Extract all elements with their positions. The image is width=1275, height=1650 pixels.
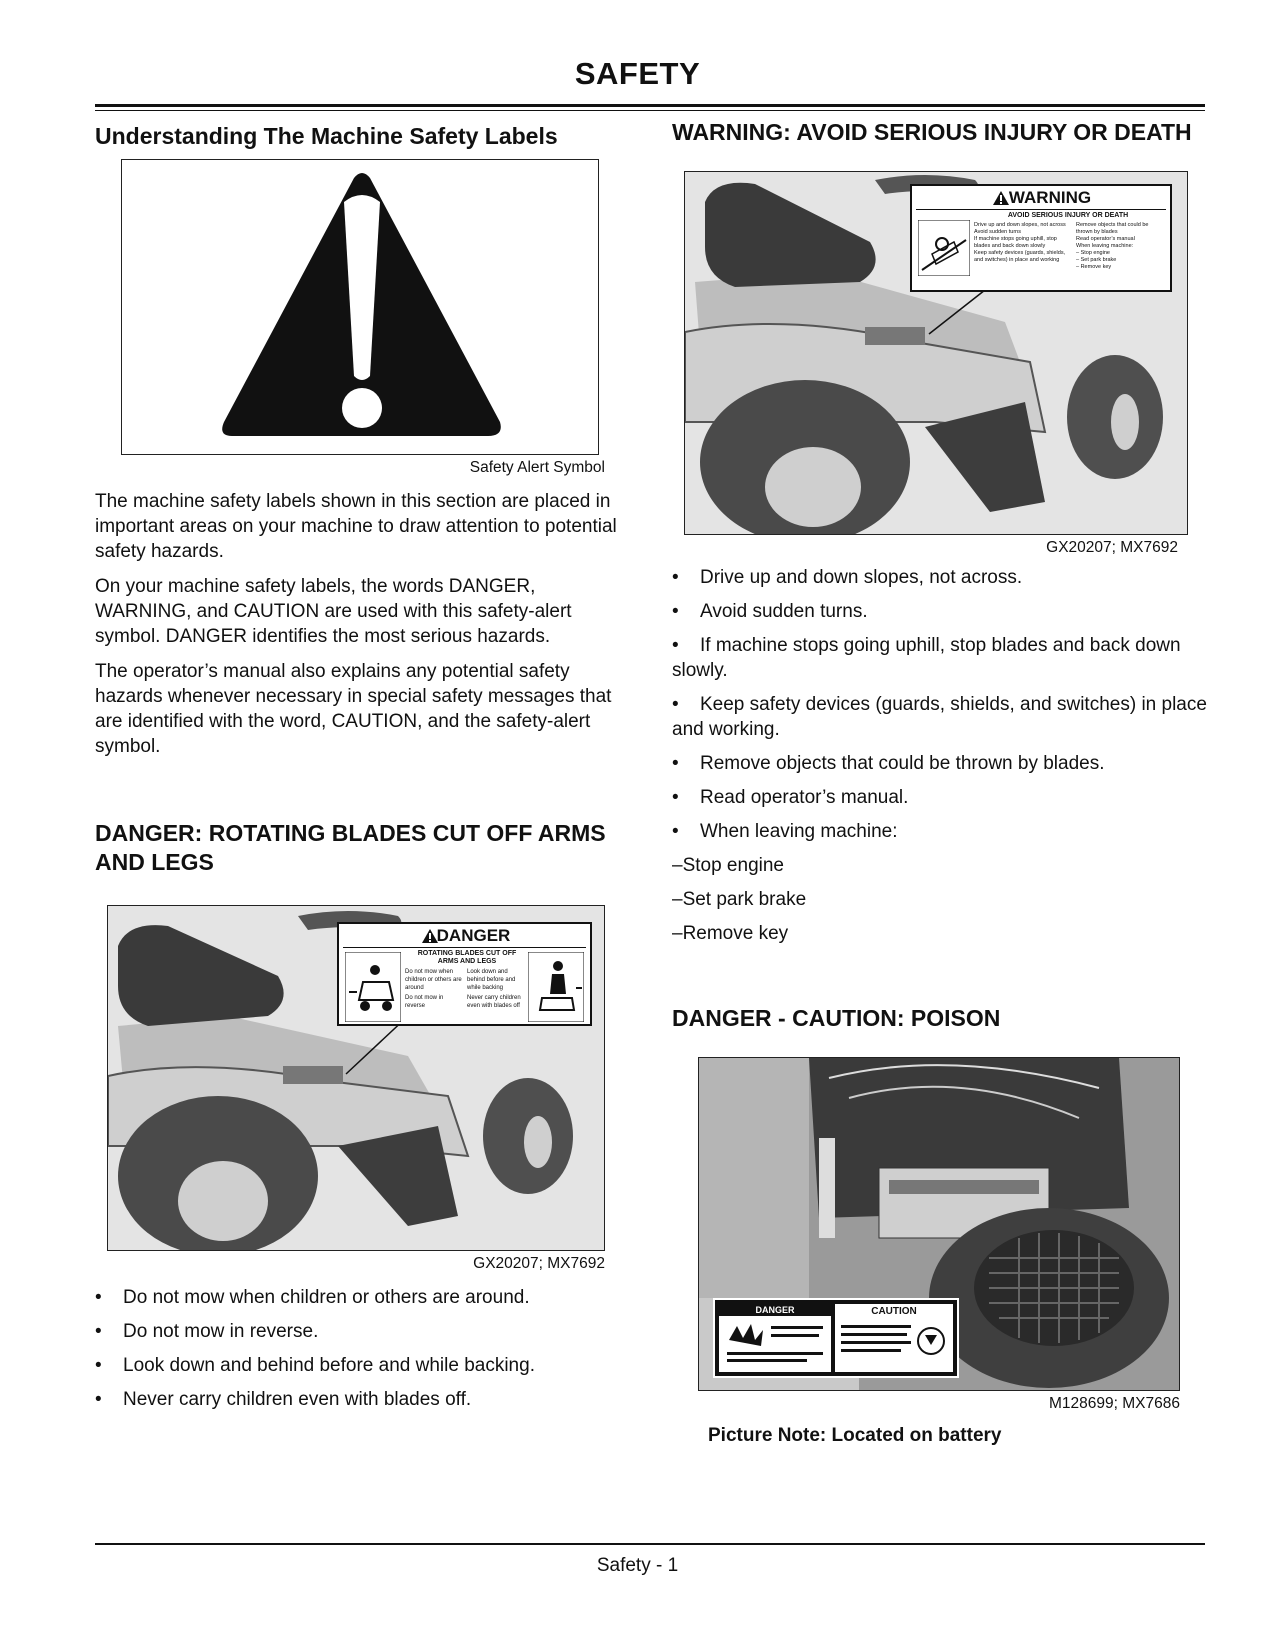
warning-label-item: Read operator’s manual (1076, 236, 1135, 242)
list-item: • Look down and behind before and while backing. (95, 1353, 635, 1378)
figure-caption: GX20207; MX7692 (1046, 539, 1178, 556)
safety-alert-triangle-icon (122, 160, 598, 454)
section-heading-rotating-blades: DANGER: ROTATING BLADES CUT OFF ARMS AND LEGS (95, 820, 606, 875)
picture-note: Picture Note: Located on battery (708, 1425, 1002, 1446)
dash-item: –Stop engine (672, 855, 784, 876)
backing-pictogram-icon (528, 952, 584, 1022)
slope-pictogram-icon (918, 220, 970, 276)
danger-label-item: Do not mow in reverse (405, 995, 444, 1009)
warning-label-item: Remove objects that could be thrown by blades (1076, 222, 1149, 235)
list-item: If machine stops going uphill, stop blades and back down slowly. (672, 635, 1181, 681)
warning-label-item: Avoid sudden turns (974, 229, 1021, 235)
danger-label-title: DANGER (719, 1304, 831, 1316)
list-item: Keep safety devices (guards, shields, and switches) in place and working. (672, 694, 1207, 740)
danger-bullet-list (95, 1285, 635, 1412)
section-heading-poison: DANGER - CAUTION: POISON (672, 1005, 1001, 1031)
header-rule-thin (95, 110, 1205, 111)
alert-triangle-icon (992, 190, 1010, 206)
paragraph: On your machine safety labels, the words DANGER, WARNING, and CAUTION are used with this safety-alert symbol. DANGER identifies the most serious hazards. (95, 576, 572, 647)
figure-caption: GX20207; MX7692 (473, 1255, 605, 1272)
recycle-pictogram-icon (839, 1321, 949, 1367)
warning-label-item: When leaving machine: (1076, 243, 1134, 249)
list-item: • Do not mow when children or others are around. (95, 1285, 635, 1310)
warning-label-item: If machine stops going uphill, stop blades and back down slowly (974, 236, 1057, 249)
page-title: SAFETY (574, 56, 701, 91)
footer-rule (95, 1543, 1205, 1545)
page-number: Safety - 1 (596, 1555, 679, 1576)
explosion-pictogram-icon (723, 1320, 827, 1366)
list-item: Remove objects that could be thrown by blades. (700, 753, 1105, 774)
poison-label-decal (713, 1298, 959, 1378)
danger-label-subtitle: ROTATING BLADES CUT OFF ARMS AND LEGS (417, 950, 517, 965)
section-heading-safety-labels: Understanding The Machine Safety Labels (95, 123, 558, 149)
warning-label-item: – Remove key (1076, 264, 1112, 270)
warning-label-decal (910, 184, 1172, 292)
left-column (95, 120, 635, 1412)
warning-bullet-list: • Drive up and down slopes, not across. • Avoid sudden turns. • If machine stops going uphill, stop blades and back down slowly. • Keep safety devices (guards, shields, and switches) in place and working. • Remove objects that could be thrown by blades. • Read operator’s manual. • When leaving machine: (672, 567, 1207, 842)
list-item: • Do not mow in reverse. (95, 1319, 635, 1344)
safety-alert-figure (121, 159, 599, 455)
paragraph: The operator’s manual also explains any potential safety hazards whenever necessary in special safety messages that are identified with the word, CAUTION, and the safety-alert symbol. (95, 661, 612, 757)
mower-danger-figure (107, 905, 605, 1251)
danger-label-item: Do not mow when children or others are around (405, 969, 462, 991)
figure-caption: Safety Alert Symbol (469, 459, 605, 476)
caution-label-title: CAUTION (871, 1306, 917, 1317)
header-rule (95, 104, 1205, 107)
list-item: Avoid sudden turns. (700, 601, 868, 622)
danger-label-item: Look down and behind before and while backing (467, 969, 516, 991)
warning-label-title: WARNING (1008, 188, 1092, 207)
alert-triangle-icon (421, 928, 439, 944)
warning-label-item: – Stop engine (1076, 250, 1110, 256)
section-heading-avoid-injury: WARNING: AVOID SERIOUS INJURY OR DEATH (672, 119, 1192, 145)
list-item: When leaving machine: (700, 821, 898, 842)
figure-caption: M128699; MX7686 (1049, 1395, 1180, 1412)
warning-label-item: Keep safety devices (guards, shields, and switches) in place and working (974, 250, 1066, 263)
danger-label-item: Never carry children even with blades off (467, 995, 521, 1009)
warning-label-subtitle: AVOID SERIOUS INJURY OR DEATH (1007, 212, 1129, 219)
dash-item: –Remove key (672, 923, 789, 944)
warning-label-item: Drive up and down slopes, not across (974, 222, 1066, 228)
warning-label-item: – Set park brake (1076, 257, 1117, 263)
list-item: Drive up and down slopes, not across. (700, 567, 1023, 588)
dash-item: –Set park brake (672, 889, 807, 910)
paragraph: The machine safety labels shown in this section are placed in important areas on your machine to draw attention to potential safety hazards. (95, 491, 617, 562)
right-column (672, 120, 1212, 1447)
mower-warning-figure (684, 171, 1188, 535)
mower-pictogram-icon (345, 952, 401, 1022)
battery-figure (698, 1057, 1180, 1391)
danger-label-title: DANGER (436, 926, 511, 945)
list-item: Read operator’s manual. (700, 787, 909, 808)
danger-label-decal (337, 922, 592, 1026)
list-item: • Never carry children even with blades off. (95, 1387, 635, 1412)
